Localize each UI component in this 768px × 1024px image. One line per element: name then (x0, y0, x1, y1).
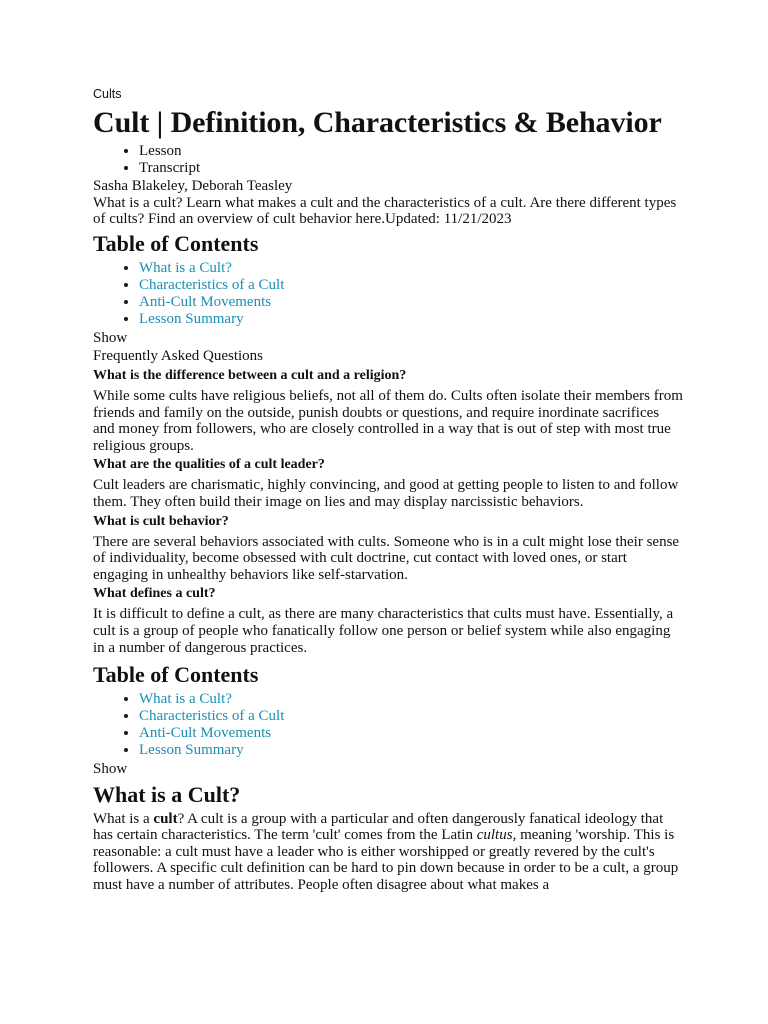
page-title: Cult | Definition, Characteristics & Behavior (93, 106, 662, 139)
lesson-summary-text: What is a cult? Learn what makes a cult and the characteristics of a cult. Are there different types of cults? Find an overview of cult behavior here.Updated: 11/21/2023 (93, 194, 677, 228)
tab-lesson[interactable]: • Lesson (139, 143, 683, 160)
lesson-tabs (93, 143, 683, 177)
toc-link-characteristics[interactable]: Characteristics of a Cult (139, 276, 285, 293)
table-of-contents (93, 691, 683, 759)
faq-question: What is cult behavior? (93, 513, 229, 529)
paragraph-text: What is a (93, 810, 154, 827)
toc-heading: Table of Contents (93, 662, 259, 688)
faq-answer: While some cults have religious beliefs, not all of them do. Cults often isolate their members from friends and family on the outside, punish doubts or questions, and require inordinate sacrifices and money from followers, who are closely controlled in a way that is out of step with most true religious groups. (93, 387, 683, 454)
show-toggle[interactable]: Show (93, 329, 128, 346)
faq-answer: There are several behaviors associated with cults. Someone who is in a cult might lose their sense of individuality, become obsessed with cult doctrine, cut contact with loved ones, or start engaging in unhealthy behaviors like self-starvation. (93, 533, 680, 583)
list-item (139, 742, 683, 759)
toc-heading: Table of Contents (93, 230, 259, 256)
show-toggle[interactable]: Show (93, 761, 128, 778)
faq-answer: It is difficult to define a cult, as there are many characteristics that cults must have. Essentially, a cult is a group of people who fanatically follow one person or belief system while also engaging in a number of dangerous practices. (93, 606, 674, 656)
list-item (139, 277, 683, 294)
authors: Sasha Blakeley, Deborah Teasley (93, 178, 293, 194)
toc-link-anti-cult-movements[interactable]: Anti-Cult Movements (139, 293, 272, 310)
section-heading: What is a Cult? (93, 781, 241, 807)
list-item (139, 294, 683, 311)
list-item (139, 311, 683, 328)
section-paragraph (93, 811, 683, 894)
paragraph-text: , meaning 'worship. This is reasonable: a cult must have a leader who is either worshipped or greatly revered by the cult's followers. A specific cult definition can be hard to pin down because in order to be a cult, a group must have a number of attributes. People often disagree about what makes a (93, 827, 679, 894)
paragraph-text: ? A cult is a group with a particular and often dangerously fanatical ideology that has certain characteristics. The term 'cult' comes from the Latin (93, 810, 664, 844)
toc-link-what-is-a-cult[interactable]: What is a Cult? (139, 259, 232, 276)
term-cultus: cultus (476, 827, 513, 844)
list-item (139, 260, 683, 277)
breadcrumb[interactable]: Cults (93, 87, 122, 101)
toc-link-characteristics[interactable]: Characteristics of a Cult (139, 708, 285, 725)
list-item (139, 708, 683, 725)
faq-question: What are the qualities of a cult leader? (93, 457, 325, 473)
term-cult: cult (153, 810, 178, 827)
toc-link-anti-cult-movements[interactable]: Anti-Cult Movements (139, 725, 272, 742)
tab-transcript[interactable]: • Transcript (139, 160, 683, 177)
toc-link-lesson-summary[interactable]: Lesson Summary (139, 310, 244, 327)
table-of-contents (93, 260, 683, 328)
faq-answer: Cult leaders are charismatic, highly convincing, and good at getting people to listen to and follow them. They often build their image on lies and may display narcissistic behaviors. (93, 477, 679, 510)
list-item (139, 725, 683, 742)
toc-link-lesson-summary[interactable]: Lesson Summary (139, 742, 244, 759)
faq-question: What defines a cult? (93, 586, 216, 602)
faq-question: What is the difference between a cult and a religion? (93, 367, 407, 383)
faq-heading: Frequently Asked Questions (93, 348, 263, 365)
list-item (139, 691, 683, 708)
toc-link-what-is-a-cult[interactable]: What is a Cult? (139, 691, 232, 708)
article (93, 86, 683, 894)
